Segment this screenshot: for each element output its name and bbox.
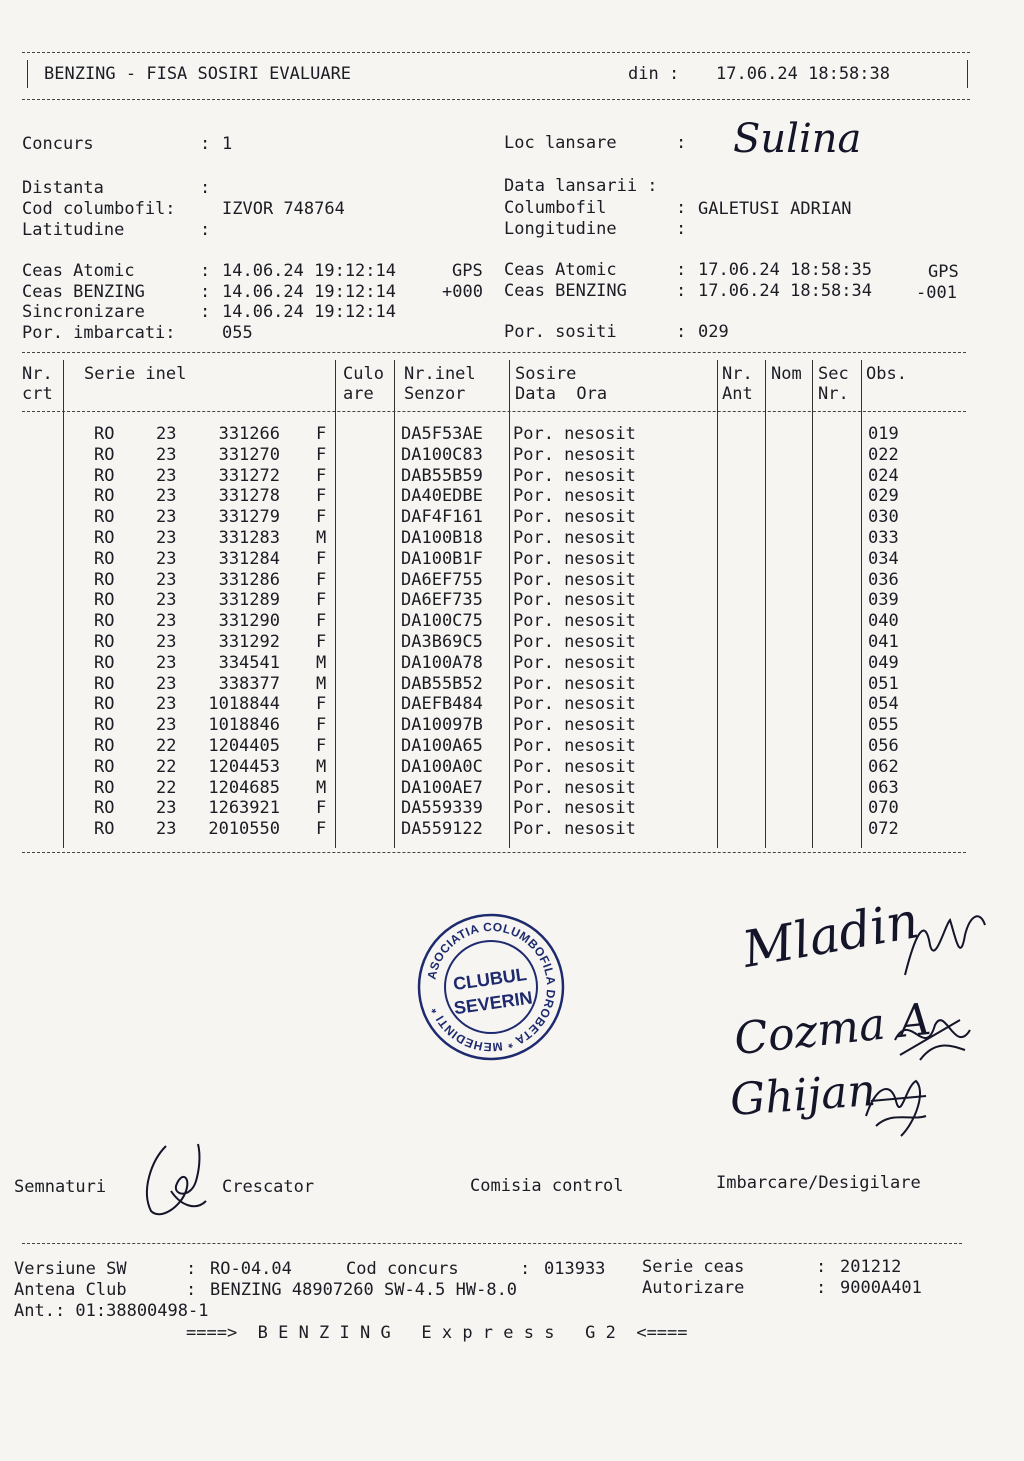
row-ring-number: 331279 — [218, 507, 280, 528]
row-sensor-id: DA100AE7 — [401, 777, 483, 798]
concurs-colon: : — [200, 134, 211, 154]
ceas-atomic-end-label: Ceas Atomic — [504, 260, 617, 280]
row-arrival-status: Por. nesosit — [513, 569, 636, 590]
por-sositi-label: Por. sositi — [504, 322, 617, 342]
row-country-code: RO — [94, 798, 115, 819]
th-nr-line1: Nr. — [22, 364, 53, 384]
por-imbarcati-label: Por. imbarcati: — [22, 323, 176, 343]
row-obs: 033 — [868, 528, 899, 548]
row-year: 23 — [156, 632, 177, 652]
row-ring-number: 331283 — [218, 528, 280, 548]
ant-line: Ant.: 01:38800498-1 — [14, 1301, 209, 1321]
document-title: BENZING - FISA SOSIRI EVALUARE — [44, 64, 352, 84]
row-sex: M — [316, 777, 327, 798]
row-year: 23 — [156, 652, 177, 673]
ceas-atomic-start-label: Ceas Atomic — [22, 261, 135, 281]
por-sositi-colon: : — [676, 322, 687, 342]
th-serie-inel: Serie inel — [84, 364, 187, 384]
row-year: 22 — [156, 777, 177, 798]
row-arrival-status: Por. nesosit — [513, 819, 636, 840]
row-sensor-id: DAB55B59 — [401, 465, 483, 486]
row-obs: 029 — [868, 486, 899, 507]
cod-concurs-value: 013933 — [544, 1259, 606, 1279]
row-year: 23 — [156, 590, 177, 611]
row-country-code: RO — [94, 777, 115, 798]
th-nom: Nom — [771, 364, 802, 384]
row-country-code: RO — [94, 611, 115, 632]
ceas-atomic-end-colon: : — [676, 260, 687, 280]
row-sensor-id: DA100A78 — [401, 652, 483, 673]
ceas-benzing-start-label: Ceas BENZING — [22, 282, 145, 302]
col-sep-sec — [861, 360, 862, 848]
benzing-express-brand-line: ====> B E N Z I N G E x p r e s s G 2 <==== — [186, 1323, 688, 1343]
distanta-colon: : — [200, 178, 211, 198]
table-header-rule — [22, 411, 966, 412]
imbarcare-desigilare-label: Imbarcare/Desigilare — [716, 1173, 921, 1193]
row-sensor-id: DAEFB484 — [401, 694, 483, 715]
row-obs: 051 — [868, 673, 899, 694]
th-nr-inel: Nr.inel — [404, 364, 476, 384]
row-sex: F — [316, 632, 327, 652]
row-country-code: RO — [94, 673, 115, 694]
row-arrival-status: Por. nesosit — [513, 632, 636, 652]
date-label: din : — [628, 64, 680, 84]
row-country-code: RO — [94, 486, 115, 507]
semnaturi-label: Semnaturi — [14, 1177, 107, 1197]
longitudine-colon: : — [676, 219, 687, 239]
row-country-code: RO — [94, 569, 115, 590]
row-obs: 063 — [868, 777, 899, 798]
row-ring-number: 2010550 — [208, 819, 280, 840]
row-sensor-id: DA100C83 — [401, 444, 483, 465]
row-arrival-status: Por. nesosit — [513, 590, 636, 611]
serie-ceas-value: 201212 — [840, 1257, 902, 1277]
row-sensor-id: DA100A65 — [401, 736, 483, 756]
ceas-atomic-start-colon: : — [200, 261, 211, 281]
row-obs: 024 — [868, 465, 899, 486]
row-country-code: RO — [94, 652, 115, 673]
columbofil-value: GALETUSI ADRIAN — [698, 199, 852, 219]
row-ring-number: 331266 — [218, 424, 280, 444]
row-obs: 036 — [868, 569, 899, 590]
row-year: 23 — [156, 444, 177, 465]
row-obs: 041 — [868, 632, 899, 652]
cod-columbofil-value: IZVOR 748764 — [222, 199, 345, 219]
signature-scribble-2 — [890, 1000, 980, 1070]
row-sex: F — [316, 486, 327, 507]
row-sensor-id: DAB55B52 — [401, 673, 483, 694]
row-obs: 039 — [868, 590, 899, 611]
row-country-code: RO — [94, 465, 115, 486]
header-top-rule — [22, 52, 970, 53]
cod-columbofil-label: Cod columbofil: — [22, 199, 176, 219]
row-arrival-status: Por. nesosit — [513, 548, 636, 569]
row-sensor-id: DA6EF735 — [401, 590, 483, 611]
antena-club-colon: : — [186, 1280, 197, 1300]
por-imbarcati-value: 055 — [222, 323, 253, 343]
header-right-border — [967, 60, 968, 88]
row-year: 23 — [156, 611, 177, 632]
data-lansarii-label: Data lansarii : — [504, 176, 658, 196]
row-year: 23 — [156, 694, 177, 715]
th-ant-line2: Ant — [722, 384, 753, 404]
autorizare-colon: : — [816, 1278, 827, 1298]
row-sex: F — [316, 819, 327, 840]
concurs-label: Concurs — [22, 134, 94, 154]
crescator-label: Crescator — [222, 1177, 315, 1197]
row-arrival-status: Por. nesosit — [513, 465, 636, 486]
row-country-code: RO — [94, 507, 115, 528]
autorizare-value: 9000A401 — [840, 1278, 922, 1298]
row-ring-number: 338377 — [218, 673, 280, 694]
row-obs: 019 — [868, 424, 899, 444]
stamp-ring-text: ASOCIATIA COLUMBOFILA DROBETA * MEHEDINTI * — [424, 919, 559, 1055]
longitudine-label: Longitudine — [504, 219, 617, 239]
loc-lansare-colon: : — [676, 133, 687, 153]
row-arrival-status: Por. nesosit — [513, 736, 636, 756]
row-country-code: RO — [94, 632, 115, 652]
row-sensor-id: DA100B18 — [401, 528, 483, 548]
row-sex: F — [316, 590, 327, 611]
row-arrival-status: Por. nesosit — [513, 756, 636, 777]
th-obs: Obs. — [866, 364, 907, 384]
row-obs: 072 — [868, 819, 899, 840]
row-sex: F — [316, 798, 327, 819]
row-sensor-id: DA40EDBE — [401, 486, 483, 507]
row-sensor-id: DA5F53AE — [401, 424, 483, 444]
club-stamp — [416, 912, 566, 1062]
row-arrival-status: Por. nesosit — [513, 777, 636, 798]
row-country-code: RO — [94, 528, 115, 548]
row-sensor-id: DA6EF755 — [401, 569, 483, 590]
row-year: 22 — [156, 736, 177, 756]
row-year: 23 — [156, 819, 177, 840]
stamp-line-clubul: CLUBUL — [451, 964, 528, 995]
row-obs: 056 — [868, 736, 899, 756]
versiune-sw-label: Versiune SW — [14, 1259, 127, 1279]
signature-scribble-1 — [895, 905, 995, 985]
row-country-code: RO — [94, 548, 115, 569]
loc-lansare-handwritten-value: Sulina — [733, 116, 862, 162]
versiune-sw-colon: : — [186, 1259, 197, 1279]
row-sex: M — [316, 673, 327, 694]
row-sensor-id: DA100B1F — [401, 548, 483, 569]
row-country-code: RO — [94, 694, 115, 715]
row-ring-number: 331272 — [218, 465, 280, 486]
autorizare-label: Autorizare — [642, 1278, 745, 1298]
row-sex: F — [316, 715, 327, 736]
row-country-code: RO — [94, 819, 115, 840]
row-sex: F — [316, 548, 327, 569]
row-year: 23 — [156, 569, 177, 590]
row-ring-number: 331278 — [218, 486, 280, 507]
row-ring-number: 331284 — [218, 548, 280, 569]
row-sensor-id: DA559122 — [401, 819, 483, 840]
versiune-sw-value: RO-04.04 — [210, 1259, 292, 1279]
row-obs: 049 — [868, 652, 899, 673]
row-arrival-status: Por. nesosit — [513, 694, 636, 715]
row-obs: 034 — [868, 548, 899, 569]
ceas-benzing-end-label: Ceas BENZING — [504, 281, 627, 301]
row-sex: F — [316, 424, 327, 444]
row-arrival-status: Por. nesosit — [513, 611, 636, 632]
row-obs: 040 — [868, 611, 899, 632]
th-culoare-line2: are — [343, 384, 374, 404]
serie-ceas-label: Serie ceas — [642, 1257, 745, 1277]
ceas-benzing-start-extra: +000 — [442, 282, 483, 302]
row-sex: F — [316, 465, 327, 486]
row-ring-number: 331289 — [218, 590, 280, 611]
ceas-benzing-start-value: 14.06.24 19:12:14 — [222, 282, 396, 302]
row-ring-number: 1263921 — [208, 798, 280, 819]
table-bottom-rule — [22, 852, 966, 853]
row-arrival-status: Por. nesosit — [513, 673, 636, 694]
row-ring-number: 1018846 — [208, 715, 280, 736]
ceas-atomic-start-extra: GPS — [452, 261, 483, 281]
row-sensor-id: DA10097B — [401, 715, 483, 736]
row-arrival-status: Por. nesosit — [513, 444, 636, 465]
row-year: 23 — [156, 486, 177, 507]
row-sex: F — [316, 444, 327, 465]
row-ring-number: 1018844 — [208, 694, 280, 715]
row-sensor-id: DA559339 — [401, 798, 483, 819]
row-sensor-id: DA100A0C — [401, 756, 483, 777]
row-sensor-id: DA100C75 — [401, 611, 483, 632]
row-year: 23 — [156, 673, 177, 694]
serie-ceas-colon: : — [816, 1257, 827, 1277]
row-arrival-status: Por. nesosit — [513, 652, 636, 673]
latitudine-label: Latitudine — [22, 220, 125, 240]
th-culoare-line1: Culo — [343, 364, 384, 384]
th-senzor: Senzor — [404, 384, 466, 404]
row-year: 23 — [156, 798, 177, 819]
ceas-benzing-end-colon: : — [676, 281, 687, 301]
row-ring-number: 1204405 — [208, 736, 280, 756]
antena-club-value: BENZING 48907260 SW-4.5 HW-8.0 — [210, 1280, 518, 1300]
cod-concurs-label: Cod concurs — [346, 1259, 459, 1279]
columbofil-label: Columbofil — [504, 198, 607, 218]
ceas-benzing-start-colon: : — [200, 282, 211, 302]
sincronizare-value: 14.06.24 19:12:14 — [222, 302, 396, 322]
stamp-line-severin: SEVERIN — [452, 987, 534, 1019]
row-arrival-status: Por. nesosit — [513, 798, 636, 819]
row-sensor-id: DA3B69C5 — [401, 632, 483, 652]
row-country-code: RO — [94, 756, 115, 777]
row-sex: M — [316, 528, 327, 548]
row-sex: F — [316, 611, 327, 632]
row-country-code: RO — [94, 444, 115, 465]
row-ring-number: 331290 — [218, 611, 280, 632]
row-arrival-status: Por. nesosit — [513, 528, 636, 548]
handwritten-signature-mladin: Mladin — [738, 891, 923, 979]
handwritten-signature-ghijan: Ghijan — [728, 1064, 878, 1127]
th-ant-line1: Nr. — [722, 364, 753, 384]
th-data-ora: Data Ora — [515, 384, 608, 404]
header-bottom-rule — [22, 99, 970, 100]
row-year: 23 — [156, 715, 177, 736]
cod-concurs-colon: : — [520, 1259, 531, 1279]
row-ring-number: 1204685 — [208, 777, 280, 798]
row-ring-number: 331286 — [218, 569, 280, 590]
row-obs: 030 — [868, 507, 899, 528]
col-sep-senzor — [509, 360, 510, 848]
por-sositi-value: 029 — [698, 322, 729, 342]
row-arrival-status: Por. nesosit — [513, 715, 636, 736]
sincronizare-colon: : — [200, 302, 211, 322]
col-sep-ant — [765, 360, 766, 848]
row-obs: 062 — [868, 756, 899, 777]
row-sensor-id: DAF4F161 — [401, 507, 483, 528]
signature-scribble-3 — [856, 1066, 936, 1146]
footer-rule — [22, 1243, 962, 1244]
row-arrival-status: Por. nesosit — [513, 507, 636, 528]
distanta-label: Distanta — [22, 178, 104, 198]
row-obs: 022 — [868, 444, 899, 465]
table-top-rule — [22, 352, 966, 353]
header-left-border — [27, 60, 28, 88]
col-sep-nr — [63, 360, 64, 848]
crescator-signature-scribble — [136, 1136, 216, 1226]
th-sec-line2: Nr. — [818, 384, 849, 404]
date-value: 17.06.24 18:58:38 — [716, 64, 890, 84]
th-sec-line1: Sec — [818, 364, 849, 384]
row-arrival-status: Por. nesosit — [513, 424, 636, 444]
col-sep-sosire — [717, 360, 718, 848]
row-ring-number: 331292 — [218, 632, 280, 652]
comisia-control-label: Comisia control — [470, 1176, 624, 1196]
th-nr-line2: crt — [22, 384, 53, 404]
row-sex: F — [316, 736, 327, 756]
row-country-code: RO — [94, 590, 115, 611]
row-ring-number: 334541 — [218, 652, 280, 673]
row-year: 23 — [156, 465, 177, 486]
row-ring-number: 331270 — [218, 444, 280, 465]
columbofil-colon: : — [676, 198, 687, 218]
col-sep-culoare — [394, 360, 395, 848]
ceas-atomic-end-value: 17.06.24 18:58:35 — [698, 260, 872, 280]
handwritten-signature-cozma: Cozma A — [731, 993, 934, 1066]
row-ring-number: 1204453 — [208, 756, 280, 777]
sincronizare-label: Sincronizare — [22, 302, 145, 322]
row-obs: 070 — [868, 798, 899, 819]
row-country-code: RO — [94, 424, 115, 444]
loc-lansare-label: Loc lansare — [504, 133, 617, 153]
row-sex: M — [316, 652, 327, 673]
ceas-atomic-end-extra: GPS — [928, 262, 959, 282]
col-sep-nom — [812, 360, 813, 848]
row-sex: F — [316, 694, 327, 715]
row-sex: F — [316, 507, 327, 528]
row-country-code: RO — [94, 736, 115, 756]
col-sep-serie — [335, 360, 336, 848]
latitudine-colon: : — [200, 220, 211, 240]
antena-club-label: Antena Club — [14, 1280, 127, 1300]
row-year: 23 — [156, 507, 177, 528]
ceas-benzing-end-extra: -001 — [916, 283, 957, 303]
row-obs: 054 — [868, 694, 899, 715]
row-sex: M — [316, 756, 327, 777]
row-sex: F — [316, 569, 327, 590]
concurs-value: 1 — [222, 134, 233, 154]
row-obs: 055 — [868, 715, 899, 736]
row-year: 23 — [156, 528, 177, 548]
row-country-code: RO — [94, 715, 115, 736]
row-year: 23 — [156, 548, 177, 569]
row-arrival-status: Por. nesosit — [513, 486, 636, 507]
ceas-benzing-end-value: 17.06.24 18:58:34 — [698, 281, 872, 301]
row-year: 23 — [156, 424, 177, 444]
ceas-atomic-start-value: 14.06.24 19:12:14 — [222, 261, 396, 281]
row-year: 22 — [156, 756, 177, 777]
th-sosire: Sosire — [515, 364, 577, 384]
